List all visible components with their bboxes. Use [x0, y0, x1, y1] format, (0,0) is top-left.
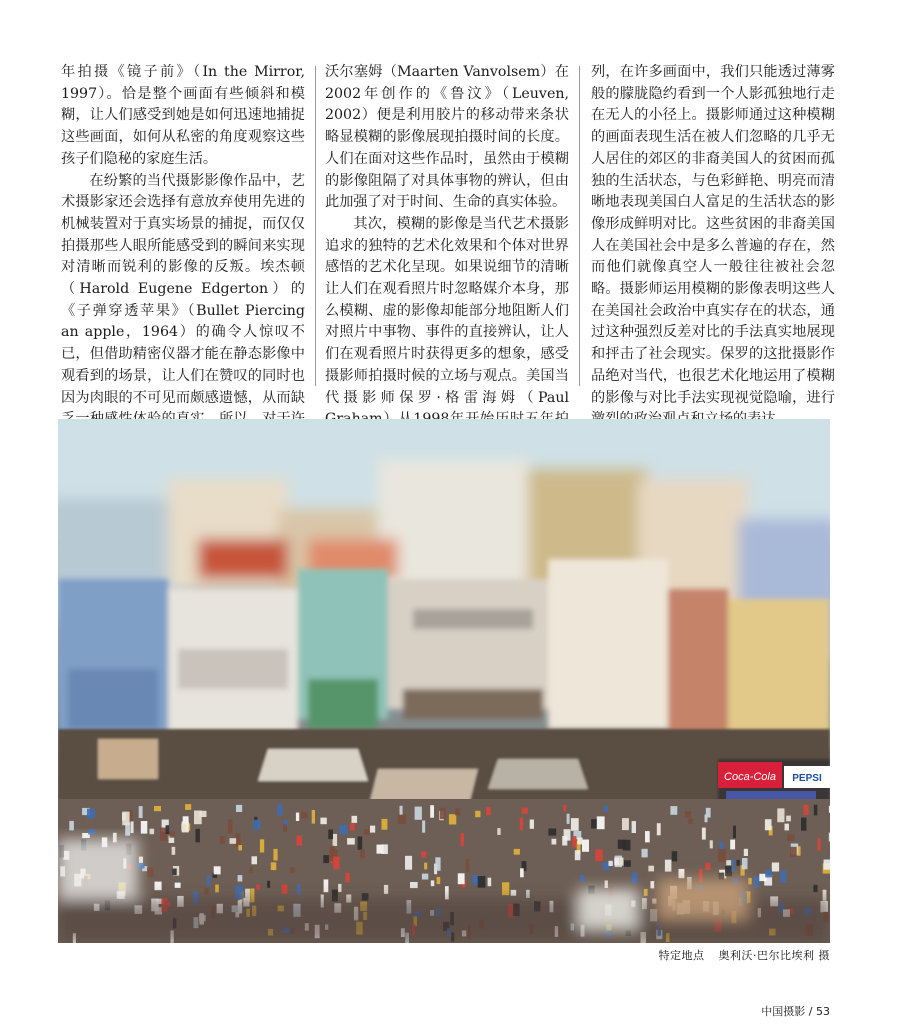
page-number: 53: [816, 1005, 830, 1018]
page-folio: [761, 1003, 830, 1019]
column-divider: [315, 66, 316, 386]
coca-cola-sign: Coca-Cola: [724, 771, 776, 783]
paragraph: 列，在许多画面中，我们只能透过薄雾般的朦胧隐约看到一个人影孤独地行走在无人的小径上。摄影师通过这种模糊的画面表现生活在被人们忽略的几乎无人居住的郊区的非裔美国人的贫困而孤独的生活状态，与色彩鲜艳、明亮而清晰地表现美国白人富足的生活状态的影像形成鲜明对比。这些贫困的非裔美国人在美国社会中是多么普遍的存在，然而他们就像真空人一般往往被社会忽略。摄影师运用模糊的影像表明这些人在美国社会政治中真实存在的状态，通过这种强烈反差对比的手法真实地展现和抨击了社会现实。保罗的这批摄影作品绝对当代，也很艺术化地运用了模糊的影像与对比手法实现视觉隐喻，进行: [591, 64, 835, 406]
pepsi-sign: PEPSI: [792, 773, 822, 784]
text-column-3: [591, 62, 835, 431]
paragraph: 其次，模糊的影像是当代艺术摄影追求的独特的艺术化效果和个体对世界感悟的艺术化呈现。如果说细节的清晰让人们在观看照片时忽略媒介本身，那么模糊、虚的影像却能部分地阻断人们对照片中事物、事件的直接辨认，让人们在观看照片时获得更多的想象，感受摄影师拍摄时候的立场与观点。美国当代摄影师保罗·格雷海姆（Paul: [325, 215, 569, 406]
text-column-2: [325, 62, 569, 474]
magazine-name: 中国摄影: [761, 1005, 806, 1018]
paragraph: 沃尔塞姆（Maarten Vanvolsem）在2002年创作的《鲁汶》（Leuven, 2002）便是利用胶片的移动带来条状略显模糊的影像展现拍摄时间的长度。人们在面对这些作品时，虽然由于模糊的影像阻隔了对具体事物的辨认，但由此加强了对于时间、生命的真实体验。: [325, 64, 569, 211]
paragraph: 在纷繁的当代摄影影像作品中，艺术摄影家还会选择有意放弃使用先进的机械装置对于真实场景的捕捉，而仅仅拍摄那些人眼所能感受到的瞬间来实现对清晰而锐利的影像的反叛。埃杰顿（Harold Eugene Edgerton）的《子弹穿透苹果》（Bullet Piercing an apple，1964）的确令人惊叹不已，但借助精密仪器才能在静态影像中观看到的场景，让人们在赞叹的同时也因为肉眼的不可见而颇感遗憾，从而缺: [61, 172, 305, 406]
column-divider: [579, 66, 580, 386]
caption-credit: 奥利沃·巴尔比埃利 摄: [718, 949, 830, 962]
street-scene-photo: [58, 419, 830, 943]
paragraph: 年拍摄《镜子前》（In the Mirror, 1997）。恰是整个画面有些倾斜和模糊，让人们感受到她是如何迅速地捕捉这些画面，如何从私密的角度观察这些孩子们隐秘的家庭生活。: [61, 64, 305, 167]
photo-caption: [659, 947, 831, 963]
folio-separator: /: [808, 1005, 813, 1018]
caption-title: 特定地点: [658, 949, 705, 962]
